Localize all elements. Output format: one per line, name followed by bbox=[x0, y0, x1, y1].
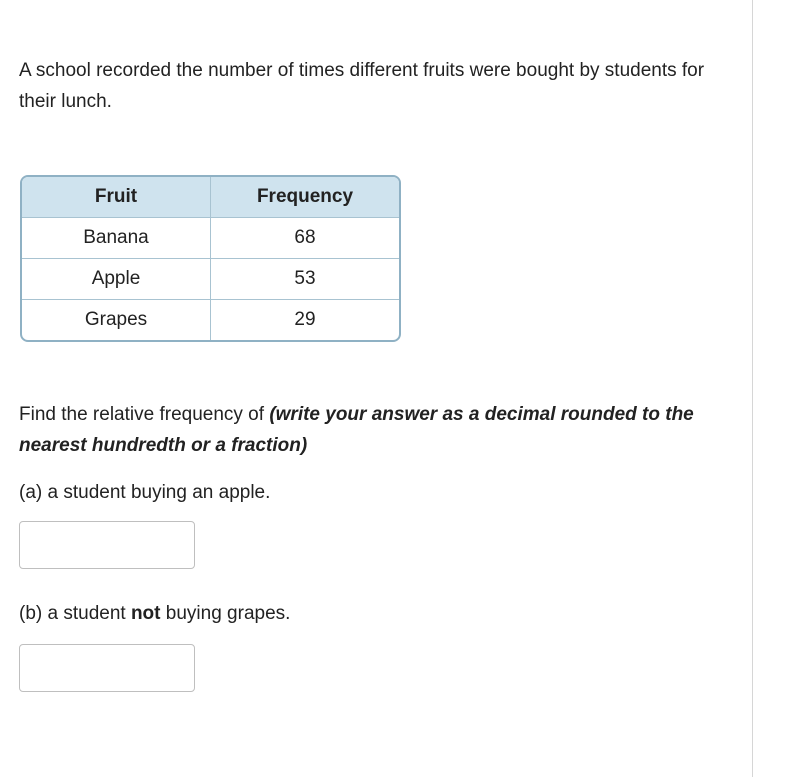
frequency-cell: 68 bbox=[211, 218, 400, 259]
question-intro: A school recorded the number of times different fruits were bought by students for their lunch. bbox=[19, 60, 705, 112]
part-b-label-start: (b) a student bbox=[19, 603, 131, 624]
fruit-cell: Banana bbox=[22, 218, 211, 259]
prompt-lead: Find the relative frequency of bbox=[19, 404, 270, 425]
part-b-answer-input[interactable] bbox=[19, 644, 195, 692]
fruit-cell: Grapes bbox=[22, 300, 211, 341]
question-prompt bbox=[19, 399, 739, 461]
part-b-label-emphasis: not bbox=[130, 603, 161, 624]
prompt-instruction: (write your answer as a decimal rounded to the nearest hundredth or a fraction) bbox=[19, 404, 694, 456]
table-row bbox=[22, 300, 399, 341]
column-header-frequency: Frequency bbox=[211, 177, 400, 218]
table-row bbox=[22, 218, 399, 259]
fruit-cell: Apple bbox=[22, 259, 211, 300]
part-b-label bbox=[19, 600, 290, 628]
part-b-label-end: buying grapes. bbox=[160, 603, 291, 624]
table-row bbox=[22, 259, 399, 300]
fruit-frequency-table bbox=[20, 175, 401, 342]
frequency-cell: 29 bbox=[211, 300, 400, 341]
part-a-label: (a) a student buying an apple. bbox=[19, 482, 271, 503]
part-a-answer-input[interactable] bbox=[19, 521, 195, 569]
column-header-fruit: Fruit bbox=[22, 177, 211, 218]
page-right-border bbox=[752, 0, 753, 777]
frequency-cell: 53 bbox=[211, 259, 400, 300]
table-header-row bbox=[22, 177, 399, 218]
